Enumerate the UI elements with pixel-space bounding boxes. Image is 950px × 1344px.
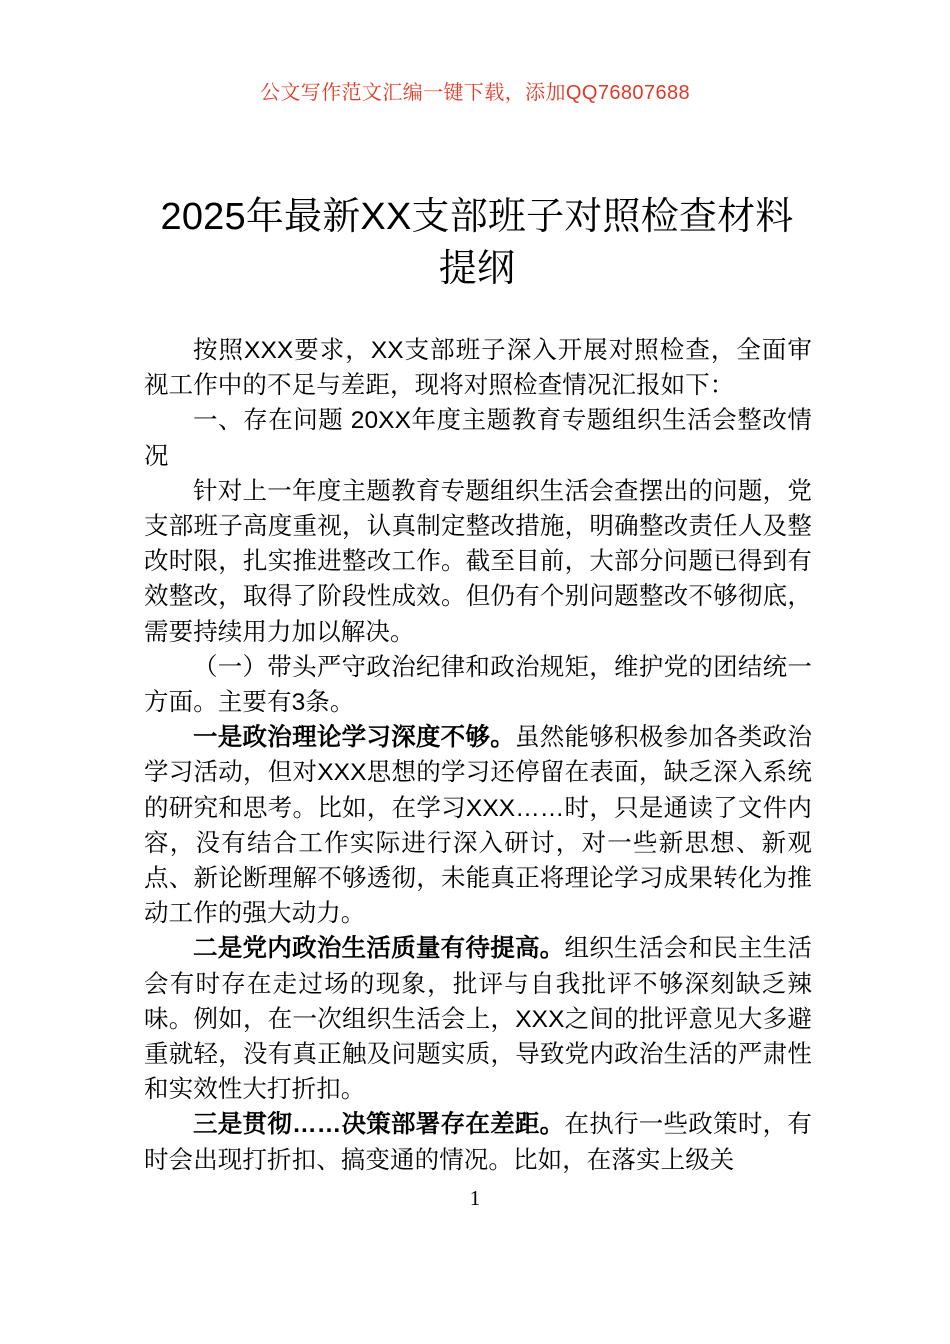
paragraph-text: 组织生活会和民主生活会有时存在走过场的现象，批评与自我批评不够深刻缺乏辣味。例如，在一次组织生活会上，XXX之间的批评意见大多避重就轻，没有真正触及问题实质，导致党内政治生活的严肃性和实效性大打折扣。	[144, 935, 812, 1104]
paragraph-text: （一）带头严守政治纪律和政治规矩，维护党的团结统一方面。主要有3条。	[144, 653, 812, 717]
paragraph-item-one	[144, 720, 812, 931]
paragraph-subsection-one	[144, 650, 812, 720]
document-body	[144, 333, 812, 1178]
paragraph-text: 虽然能够积极参加各类政治学习活动，但对XXX思想的学习还停留在表面，缺乏深入系统的研究和思考。比如，在学习XXX……时，只是通读了文件内容，没有结合工作实际进行深入研讨，对一些新思想、新观点、新论断理解不够透彻，未能真正将理论学习成果转化为推动工作的强大动力。	[144, 724, 812, 928]
paragraph-item-three	[144, 1107, 812, 1177]
document-title: 2025年最新XX支部班子对照检查材料提纲	[160, 196, 794, 291]
paragraph-rectification-status	[144, 474, 812, 650]
paragraph-lead: 二是党内政治生活质量有待提高。	[193, 935, 565, 963]
paragraph-text: 在执行一些政策时，有时会出现打折扣、搞变通的情况。比如，在落实上级关	[144, 1111, 813, 1174]
paragraph-text: 一、存在问题 20XX年度主题教育专题组织生活会整改情况	[144, 407, 812, 470]
paragraph-lead: 一是政治理论学习深度不够。	[193, 724, 515, 752]
paragraph-text: 按照XXX要求，XX支部班子深入开展对照检查，全面审视工作中的不足与差距，现将对照检查情况汇报如下：	[144, 337, 812, 400]
promo-header-text: 公文写作范文汇编一键下载，添加QQ76807688	[259, 82, 691, 104]
paragraph-text: 针对上一年度主题教育专题组织生活会查摆出的问题，党支部班子高度重视，认真制定整改措施，明确整改责任人及整改时限，扎实推进整改工作。截至目前，大部分问题已得到有效整改，取得了阶段性成效。但仍有个别问题整改不够彻底，需要持续用力加以解决。	[144, 477, 812, 646]
paragraph-intro	[144, 333, 812, 403]
paragraph-section-one-heading	[144, 403, 812, 473]
paragraph-item-two	[144, 931, 812, 1107]
page-number: 1	[469, 1186, 481, 1210]
paragraph-lead: 三是贯彻……决策部署存在差距。	[193, 1111, 565, 1139]
